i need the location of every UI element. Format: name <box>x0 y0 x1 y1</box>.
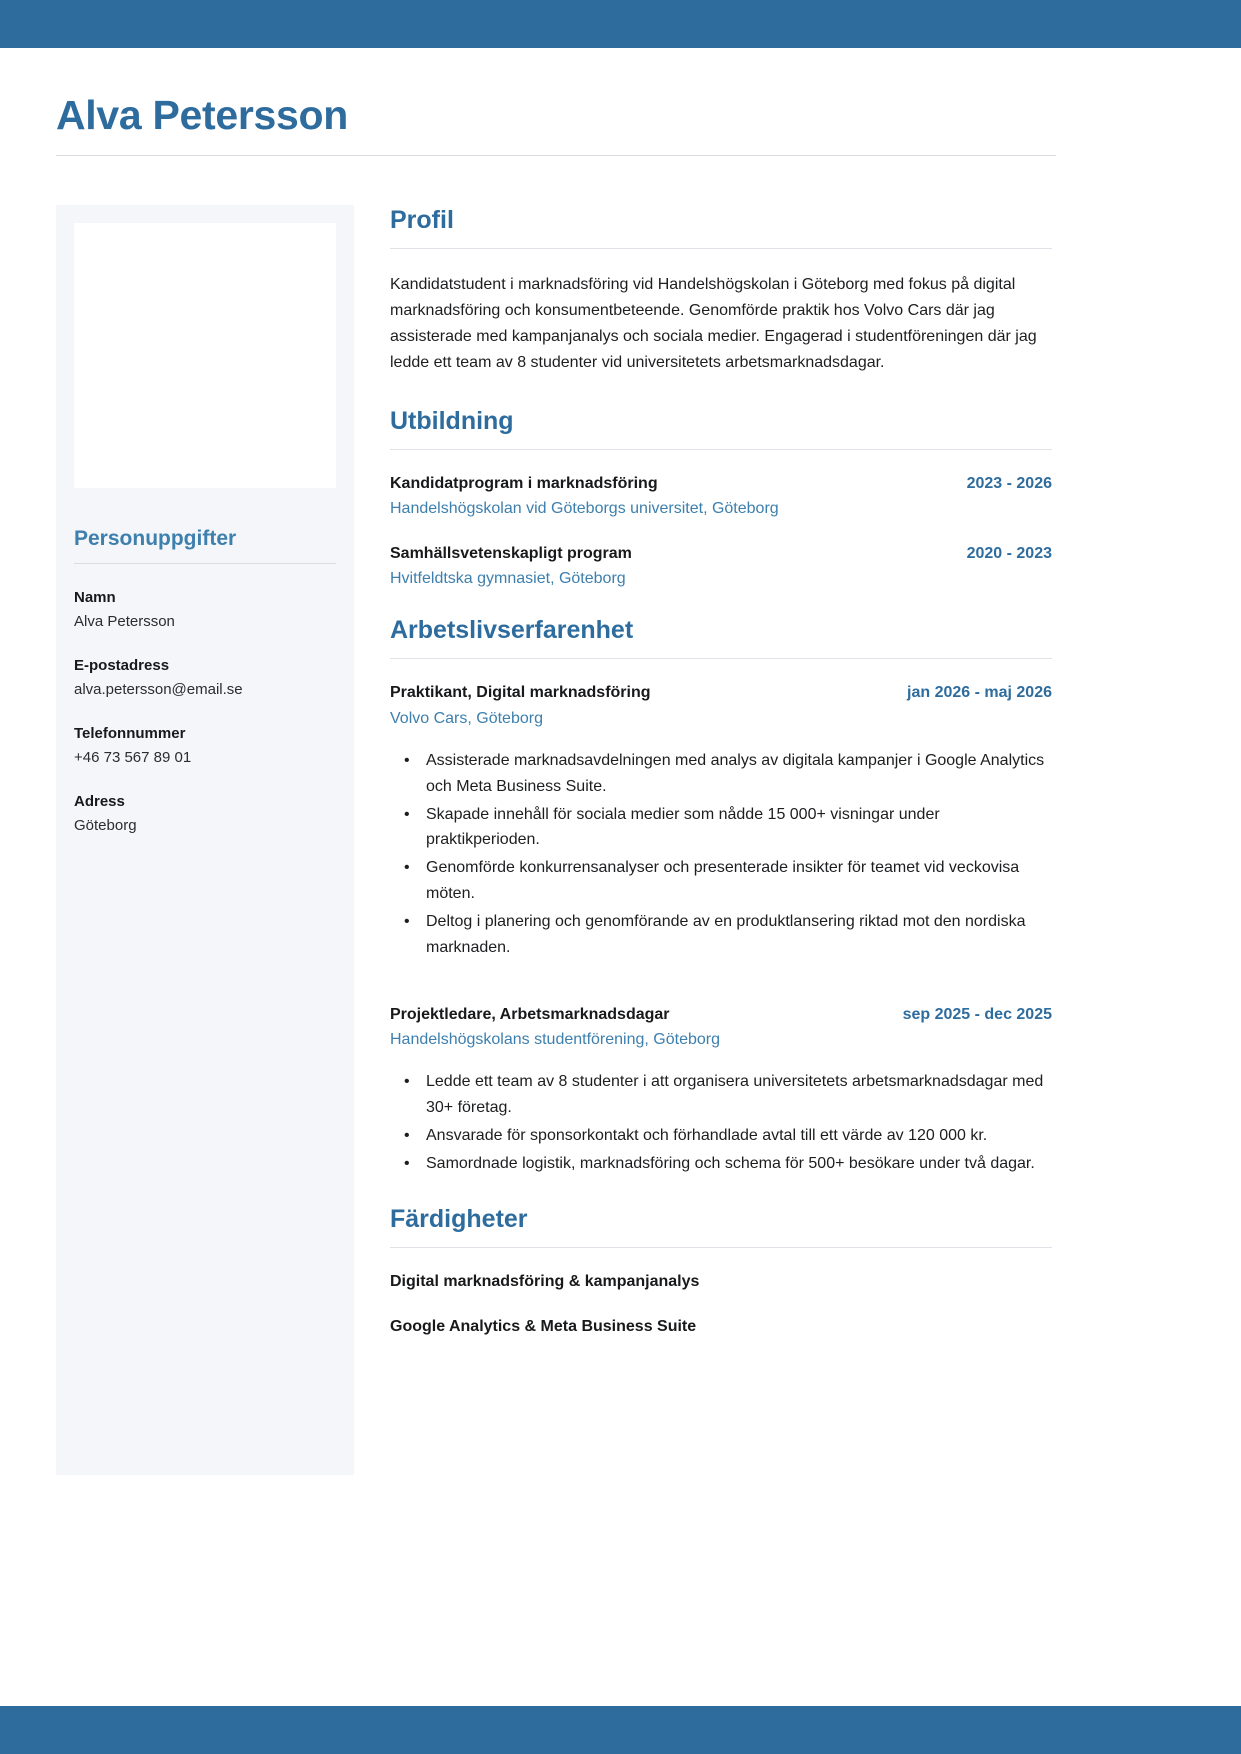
detail-value: Alva Petersson <box>74 613 175 631</box>
education-program: Kandidatprogram i marknadsföring <box>390 474 658 492</box>
detail-email <box>74 655 336 700</box>
sidebar <box>56 205 354 1475</box>
experience-entry-head <box>390 681 1052 704</box>
education-school: Handelshögskolan vid Göteborgs universitet, Göteborg <box>390 499 779 517</box>
detail-name <box>74 587 336 632</box>
experience-entry <box>390 681 1052 961</box>
education-school: Hvitfeldtska gymnasiet, Göteborg <box>390 570 626 588</box>
list-item: • Ansvarade för sponsorkontakt och förhandlade avtal till ett värde av 120 000 kr. <box>426 1123 1052 1149</box>
experience-entry-head <box>390 1003 1052 1026</box>
section-divider <box>390 248 1052 249</box>
section-skills <box>390 1204 1052 1338</box>
section-title-profile: Profil <box>390 206 454 234</box>
spacer <box>390 590 1052 615</box>
sidebar-section-title: Personuppgifter <box>74 527 237 550</box>
list-item: • Ledde ett team av 8 studenter i att organisera universitetets arbetsmarknadsdagar med 30+ företag. <box>426 1069 1052 1121</box>
main-column <box>390 205 1052 1338</box>
top-brand-bar <box>0 0 1241 48</box>
list-item: • Samordnade logistik, marknadsföring och schema för 500+ besökare under två dagar. <box>426 1151 1052 1177</box>
profile-text: Kandidatstudent i marknadsföring vid Handelshögskolan i Göteborg med fokus på digital marknadsföring och konsumentbeteende. Genomförde praktik hos Volvo Cars där jag assisterade med kampanjanalys och sociala medier. Engagerad i studentföreningen där jag ledde ett team av 8 studenter vid universitetets arbetsmarknadsdagar. <box>390 276 1037 371</box>
header-divider <box>56 155 1056 156</box>
list-item: • Skapade innehåll för sociala medier som nådde 15 000+ visningar under praktikperioden. <box>426 802 1052 854</box>
section-divider <box>390 1247 1052 1248</box>
bottom-brand-bar <box>0 1706 1241 1754</box>
cv-header <box>56 92 1056 156</box>
experience-role: Projektledare, Arbetsmarknadsdagar <box>390 1006 670 1023</box>
experience-dates: jan 2026 - maj 2026 <box>907 684 1052 702</box>
education-program: Samhällsvetenskapligt program <box>390 545 632 562</box>
section-title-education: Utbildning <box>390 406 514 435</box>
section-title-experience: Arbetslivserfarenhet <box>390 616 634 645</box>
education-entry-head <box>390 472 1052 495</box>
profile-photo-placeholder <box>74 223 336 488</box>
experience-employer: Handelshögskolans studentförening, Göteborg <box>390 1031 720 1049</box>
page-title: Alva Petersson <box>56 92 349 138</box>
section-experience <box>390 615 1052 1177</box>
experience-entry <box>390 1003 1052 1177</box>
detail-label: E-postadress <box>74 657 170 675</box>
education-dates: 2020 - 2023 <box>966 545 1052 562</box>
section-divider <box>390 658 1052 659</box>
list-item: • Genomförde konkurrensanalyser och presenterade insikter för teamet vid veckovisa möten. <box>426 855 1052 907</box>
section-title-skills: Färdigheter <box>390 1205 528 1233</box>
detail-address <box>74 791 336 836</box>
section-education <box>390 406 1052 591</box>
list-item: • Assisterade marknadsavdelningen med analys av digitala kampanjer i Google Analytics och Meta Business Suite. <box>426 748 1052 800</box>
spacer <box>390 1179 1052 1204</box>
detail-label: Namn <box>74 589 116 607</box>
spacer <box>390 376 1052 406</box>
skill-item: Digital marknadsföring & kampanjanalys <box>390 1273 700 1290</box>
education-entry <box>390 472 1052 520</box>
detail-value: alva.petersson@email.se <box>74 681 243 699</box>
spacer <box>390 963 1052 981</box>
detail-label: Adress <box>74 793 125 811</box>
education-dates: 2023 - 2026 <box>966 474 1052 492</box>
education-entry-head <box>390 542 1052 565</box>
detail-value: +46 73 567 89 01 <box>74 749 192 767</box>
sidebar-content <box>56 526 354 836</box>
detail-label: Telefonnummer <box>74 725 186 743</box>
detail-value: Göteborg <box>74 817 137 835</box>
experience-employer: Volvo Cars, Göteborg <box>390 709 543 727</box>
skill-item: Google Analytics & Meta Business Suite <box>390 1318 697 1336</box>
education-entry <box>390 542 1052 590</box>
experience-bullets <box>390 1069 1052 1177</box>
section-profile <box>390 205 1052 376</box>
sidebar-divider <box>74 563 336 564</box>
list-item: • Deltog i planering och genomförande av en produktlansering riktad mot den nordiska marknaden. <box>426 909 1052 961</box>
section-divider <box>390 449 1052 450</box>
experience-bullets <box>390 748 1052 961</box>
experience-role: Praktikant, Digital marknadsföring <box>390 684 651 702</box>
experience-dates: sep 2025 - dec 2025 <box>902 1006 1052 1023</box>
detail-phone <box>74 723 336 768</box>
